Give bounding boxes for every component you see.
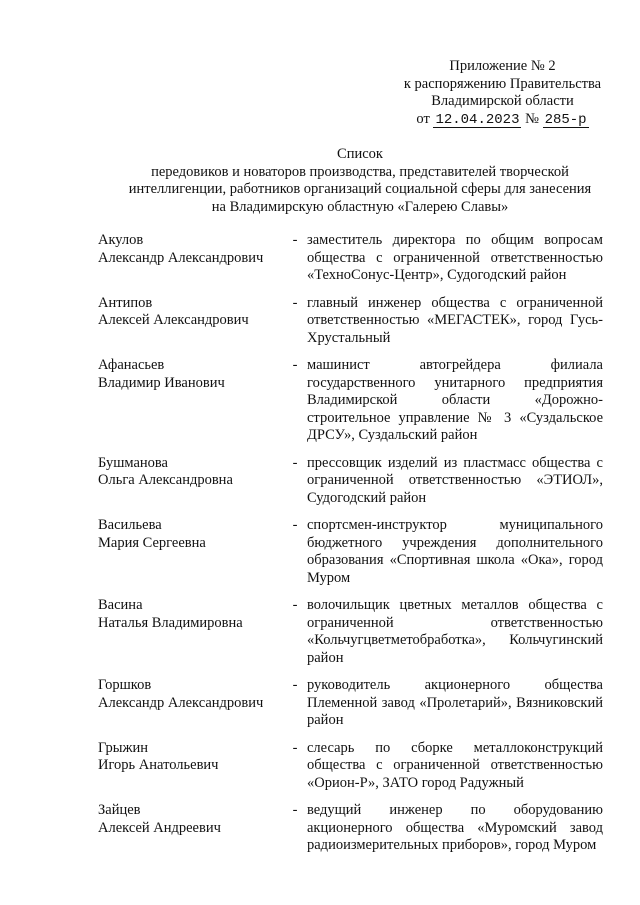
person-surname: Акулов [98, 232, 144, 248]
person-name [98, 677, 283, 730]
person-position: ведущий инженер по оборудованию акционерного общества «Муромский завод радиоизмерительных приборов», город Муром [307, 802, 603, 853]
person-given-names: Игорь Анатольевич [98, 757, 219, 773]
person-name [98, 740, 283, 793]
appendix-number: Приложение № 2 [449, 58, 556, 74]
person-position: спортсмен-инструктор муниципального бюджетного учреждения дополнительного образования «Спортивная школа «Ока», город Муром [307, 517, 603, 586]
person-position: машинист автогрейдера филиала государственного унитарного предприятия Владимирской области «Дорожно-строительное управление № 3 «Суздальское ДРСУ», Суздальский район [307, 357, 603, 443]
person-name [98, 357, 283, 445]
person-surname: Горшков [98, 677, 152, 693]
separator-dash: - [292, 454, 298, 471]
date-prefix: от [416, 110, 430, 127]
title-line: на Владимирскую областную «Галерею Славы» [211, 198, 509, 215]
separator-dash: - [292, 677, 298, 693]
person-position: волочильщик цветных металлов общества с ограниченной ответственностью «Кольчугцветметобработка», Кольчугинский район [307, 597, 603, 666]
person-name [98, 232, 283, 285]
person-position: слесарь по сборке металлоконструкций общества с ограниченной ответственностью «Орион-Р», ЗАТО город Радужный [307, 739, 603, 791]
person-given-names: Владимир Иванович [98, 374, 225, 391]
person-given-names: Александр Александрович [98, 249, 264, 266]
separator-dash: - [292, 294, 298, 311]
person-name [98, 517, 283, 587]
list-item [98, 802, 608, 855]
list-item [98, 677, 608, 730]
title-line: передовиков и новаторов производства, представителей творческой [151, 163, 569, 180]
person-given-names: Ольга Александровна [98, 472, 233, 488]
person-surname: Зайцев [98, 802, 141, 818]
list-item [98, 455, 608, 508]
person-given-names: Алексей Александрович [98, 312, 249, 328]
person-surname: Антипов [98, 294, 153, 311]
separator-dash: - [292, 597, 298, 613]
appendix-order-ref: к распоряжению Правительства [403, 75, 602, 92]
list-item [98, 357, 608, 445]
person-name [98, 455, 283, 508]
list-item [98, 740, 608, 793]
person-name [98, 295, 283, 348]
date-value: 12.04.2023 [435, 111, 520, 128]
person-given-names: Наталья Владимировна [98, 614, 243, 631]
separator-dash: - [292, 802, 298, 818]
appendix-region: Владимирской области [431, 93, 574, 109]
appendix-header [395, 58, 610, 128]
list-item [98, 597, 608, 667]
separator-dash: - [292, 357, 298, 373]
person-position: руководитель акционерного общества Племенной завод «Пролетарий», Вязниковский район [307, 677, 603, 728]
person-given-names: Александр Александрович [98, 694, 264, 711]
person-given-names: Алексей Андреевич [98, 819, 221, 836]
list-item [98, 232, 608, 285]
person-position: прессовщик изделий из пластмасс общества с ограниченной ответственностью «ЭТИОЛ», Судогодский район [307, 454, 603, 506]
separator-dash: - [292, 739, 298, 756]
list-item [98, 517, 608, 587]
person-name [98, 802, 283, 855]
document-title [90, 146, 630, 216]
person-given-names: Мария Сергеевна [98, 534, 206, 551]
people-list [98, 232, 608, 865]
title-heading: Список [337, 146, 383, 162]
person-surname: Васина [98, 597, 143, 613]
number-value: 285-р [544, 111, 587, 128]
number-prefix: № [525, 110, 539, 127]
person-surname: Васильева [98, 517, 162, 533]
separator-dash: - [292, 517, 298, 533]
list-item [98, 295, 608, 348]
title-line: интеллигенции, работников организаций социальной сферы для занесения [128, 181, 592, 197]
person-position: заместитель директора по общим вопросам общества с ограниченной ответственностью «ТехноСонус-Центр», Судогодский район [307, 232, 603, 283]
person-surname: Грыжин [98, 739, 148, 756]
person-name [98, 597, 283, 667]
separator-dash: - [292, 232, 298, 248]
person-position: главный инженер общества с ограниченной ответственностью «МЕГАСТЕК», город Гусь-Хрустальный [307, 294, 603, 346]
person-surname: Бушманова [98, 454, 168, 471]
appendix-date-line [395, 111, 610, 129]
person-surname: Афанасьев [98, 357, 165, 373]
